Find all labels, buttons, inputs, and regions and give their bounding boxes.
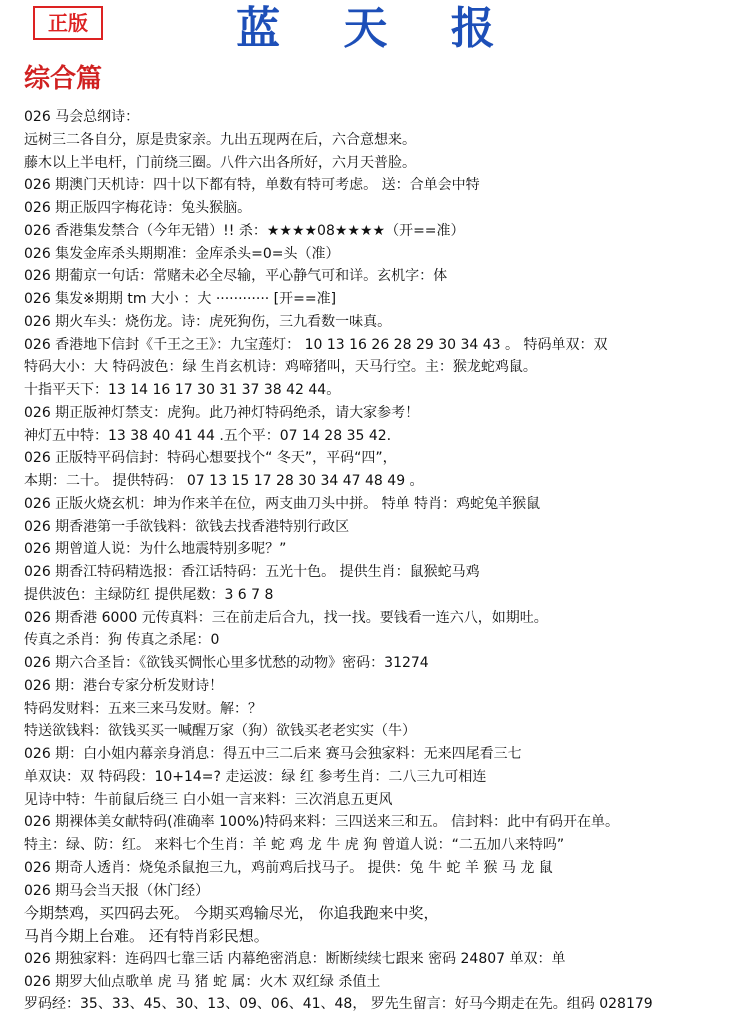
text-line: 藤木以上半电杆，门前绕三圈。八件六出各所好，六月天普脸。 [24,154,416,171]
text-line: 本期：二十。 提供特码： 07 13 15 17 28 30 34 47 48 49 。 [24,473,424,489]
text-line: 远树三二各自分，原是贵家亲。九出五现两在后，六合意想来。 [24,131,416,148]
text-line: 026 期香江特码精选报：香江话特码：五光十色。 提供生肖：鼠猴蛇马鸡 [24,564,480,580]
text-line: 026 期奇人透肖：烧兔杀鼠抱三九，鸡前鸡后找马子。 提供：兔 牛 蛇 羊 猴 马 龙 鼠 [24,859,553,876]
text-line: 特主：绿、防：红。 来料七个生肖：羊 蛇 鸡 龙 牛 虎 狗 曾道人说：“二五加八来特吗” [24,837,565,853]
text-line: 026 期六合圣旨：《欲钱买惆怅心里多忧愁的动物》密码：31274 [24,655,429,671]
text-line: 026 期香港第一手欲钱料：欲钱去找香港特别行政区 [24,518,350,535]
text-line: 026 期：港台专家分析发财诗！ [24,677,224,694]
text-line: 026 正版特平码信封：特码心想要找个“ 冬天”，平码“四”， [24,450,397,467]
text-line: 特码大小：大 特码波色：绿 生肖玄机诗：鸡啼猪叫，天马行空。主：猴龙蛇鸡鼠。 [24,359,537,376]
text-line: 026 期葡京一句话：常赌未必全尽输，平心静气可和详。玄机字：体 [24,268,448,285]
text-line: 传真之杀肖：狗 传真之杀尾：0 [24,632,220,649]
text-line: 026 期曾道人说：为什么地震特别多呢？” [24,541,287,558]
section-heading: 综合篇 [24,64,103,94]
text-line: 026 期马会当天报（休门经） [24,882,210,899]
text-line: 026 期澳门天机诗：四十以下都有特，单数有特可考虑。 送：合单会中特 [24,177,480,194]
authentic-badge: 正版 [33,6,103,40]
text-line: 026 期香港 6000 元传真料：三在前走后合九，找一找。要钱看一连六八，如期吐。 [24,609,548,626]
text-line: 特送欲钱料：欲钱买买一喊醒万家（狗）欲钱买老老实实（牛） [24,723,416,740]
text-line: 026 正版火烧玄机：坤为作来羊在位，两支曲刀头中拼。 特单 特肖：鸡蛇兔羊猴鼠 [24,495,541,512]
text-line: 罗码经：35、33、45、30、13、09、06、41、48， 罗先生留言：好马今期走在先。组码 028179 [24,996,653,1013]
text-line: 026 期独家料：连码四七靠三话 内幕绝密消息：断断续续七跟来 密码 24807 单双：单 [24,950,566,967]
text-line: 单双诀：双 特码段：10+14=? 走运波：绿 红 参考生肖：二八三九可相连 [24,768,487,785]
text-line: 026 香港地下信封《千王之王》：九宝莲灯： 10 13 16 26 28 29 30 34 43 。 特码单双：双 [24,336,608,353]
text-line: 026 期罗大仙点歌单 虎 马 猪 蛇 属：火木 双红绿 杀值土 [24,973,381,990]
article-body [24,106,749,1016]
text-line: 026 集发金库杀头期期准：金库杀头=0=头（准） [24,245,340,262]
text-line: 026 期裸体美女献特码(准确率 100%)特码来料：三四送来三和五。 信封料：此中有码开在单。 [24,814,620,831]
text-line: 026 期正版四字梅花诗：兔头猴脑。 [24,200,252,216]
text-line: 提供波色：主绿防红 提供尾数：3 6 7 8 [24,586,274,603]
text-line: 026 期正版神灯禁支：虎狗。此乃神灯特码绝杀，请大家参考！ [24,404,420,421]
text-line: 026 香港集发禁合（今年无错）!! 杀：★★★★08★★★★（开==准） [24,222,465,239]
text-line: 马肖今期上台难。 还有特肖彩民想。 [24,927,269,945]
text-line: 026 马会总纲诗： [24,109,140,125]
text-line: 026 期：白小姐内幕亲身消息：得五中三二后来 赛马会独家料：无来四尾看三七 [24,746,522,762]
text-line: 十指平天下：13 14 16 17 30 31 37 38 42 44。 [24,382,341,398]
text-line: 026 期火车头：烧伤龙。诗：虎死狗伤，三九看数一味真。 [24,313,392,330]
text-line: 今期禁鸡，买四码去死。 今期买鸡输尽光， 你追我跑来中奖， [24,904,439,923]
newspaper-masthead: 蓝 天 报 [236,3,519,54]
text-line: 神灯五中特：13 38 40 41 44 .五个平：07 14 28 35 42. [24,427,392,444]
text-line: 特码发财料：五来三来马发财。解：？ [24,700,262,717]
text-line: 026 集发※期期 tm 大小 ：大 ············ [开==准] [24,291,337,307]
text-line: 见诗中特：牛前鼠后绕三 白小姐一言来料：三次消息五更风 [24,791,393,808]
